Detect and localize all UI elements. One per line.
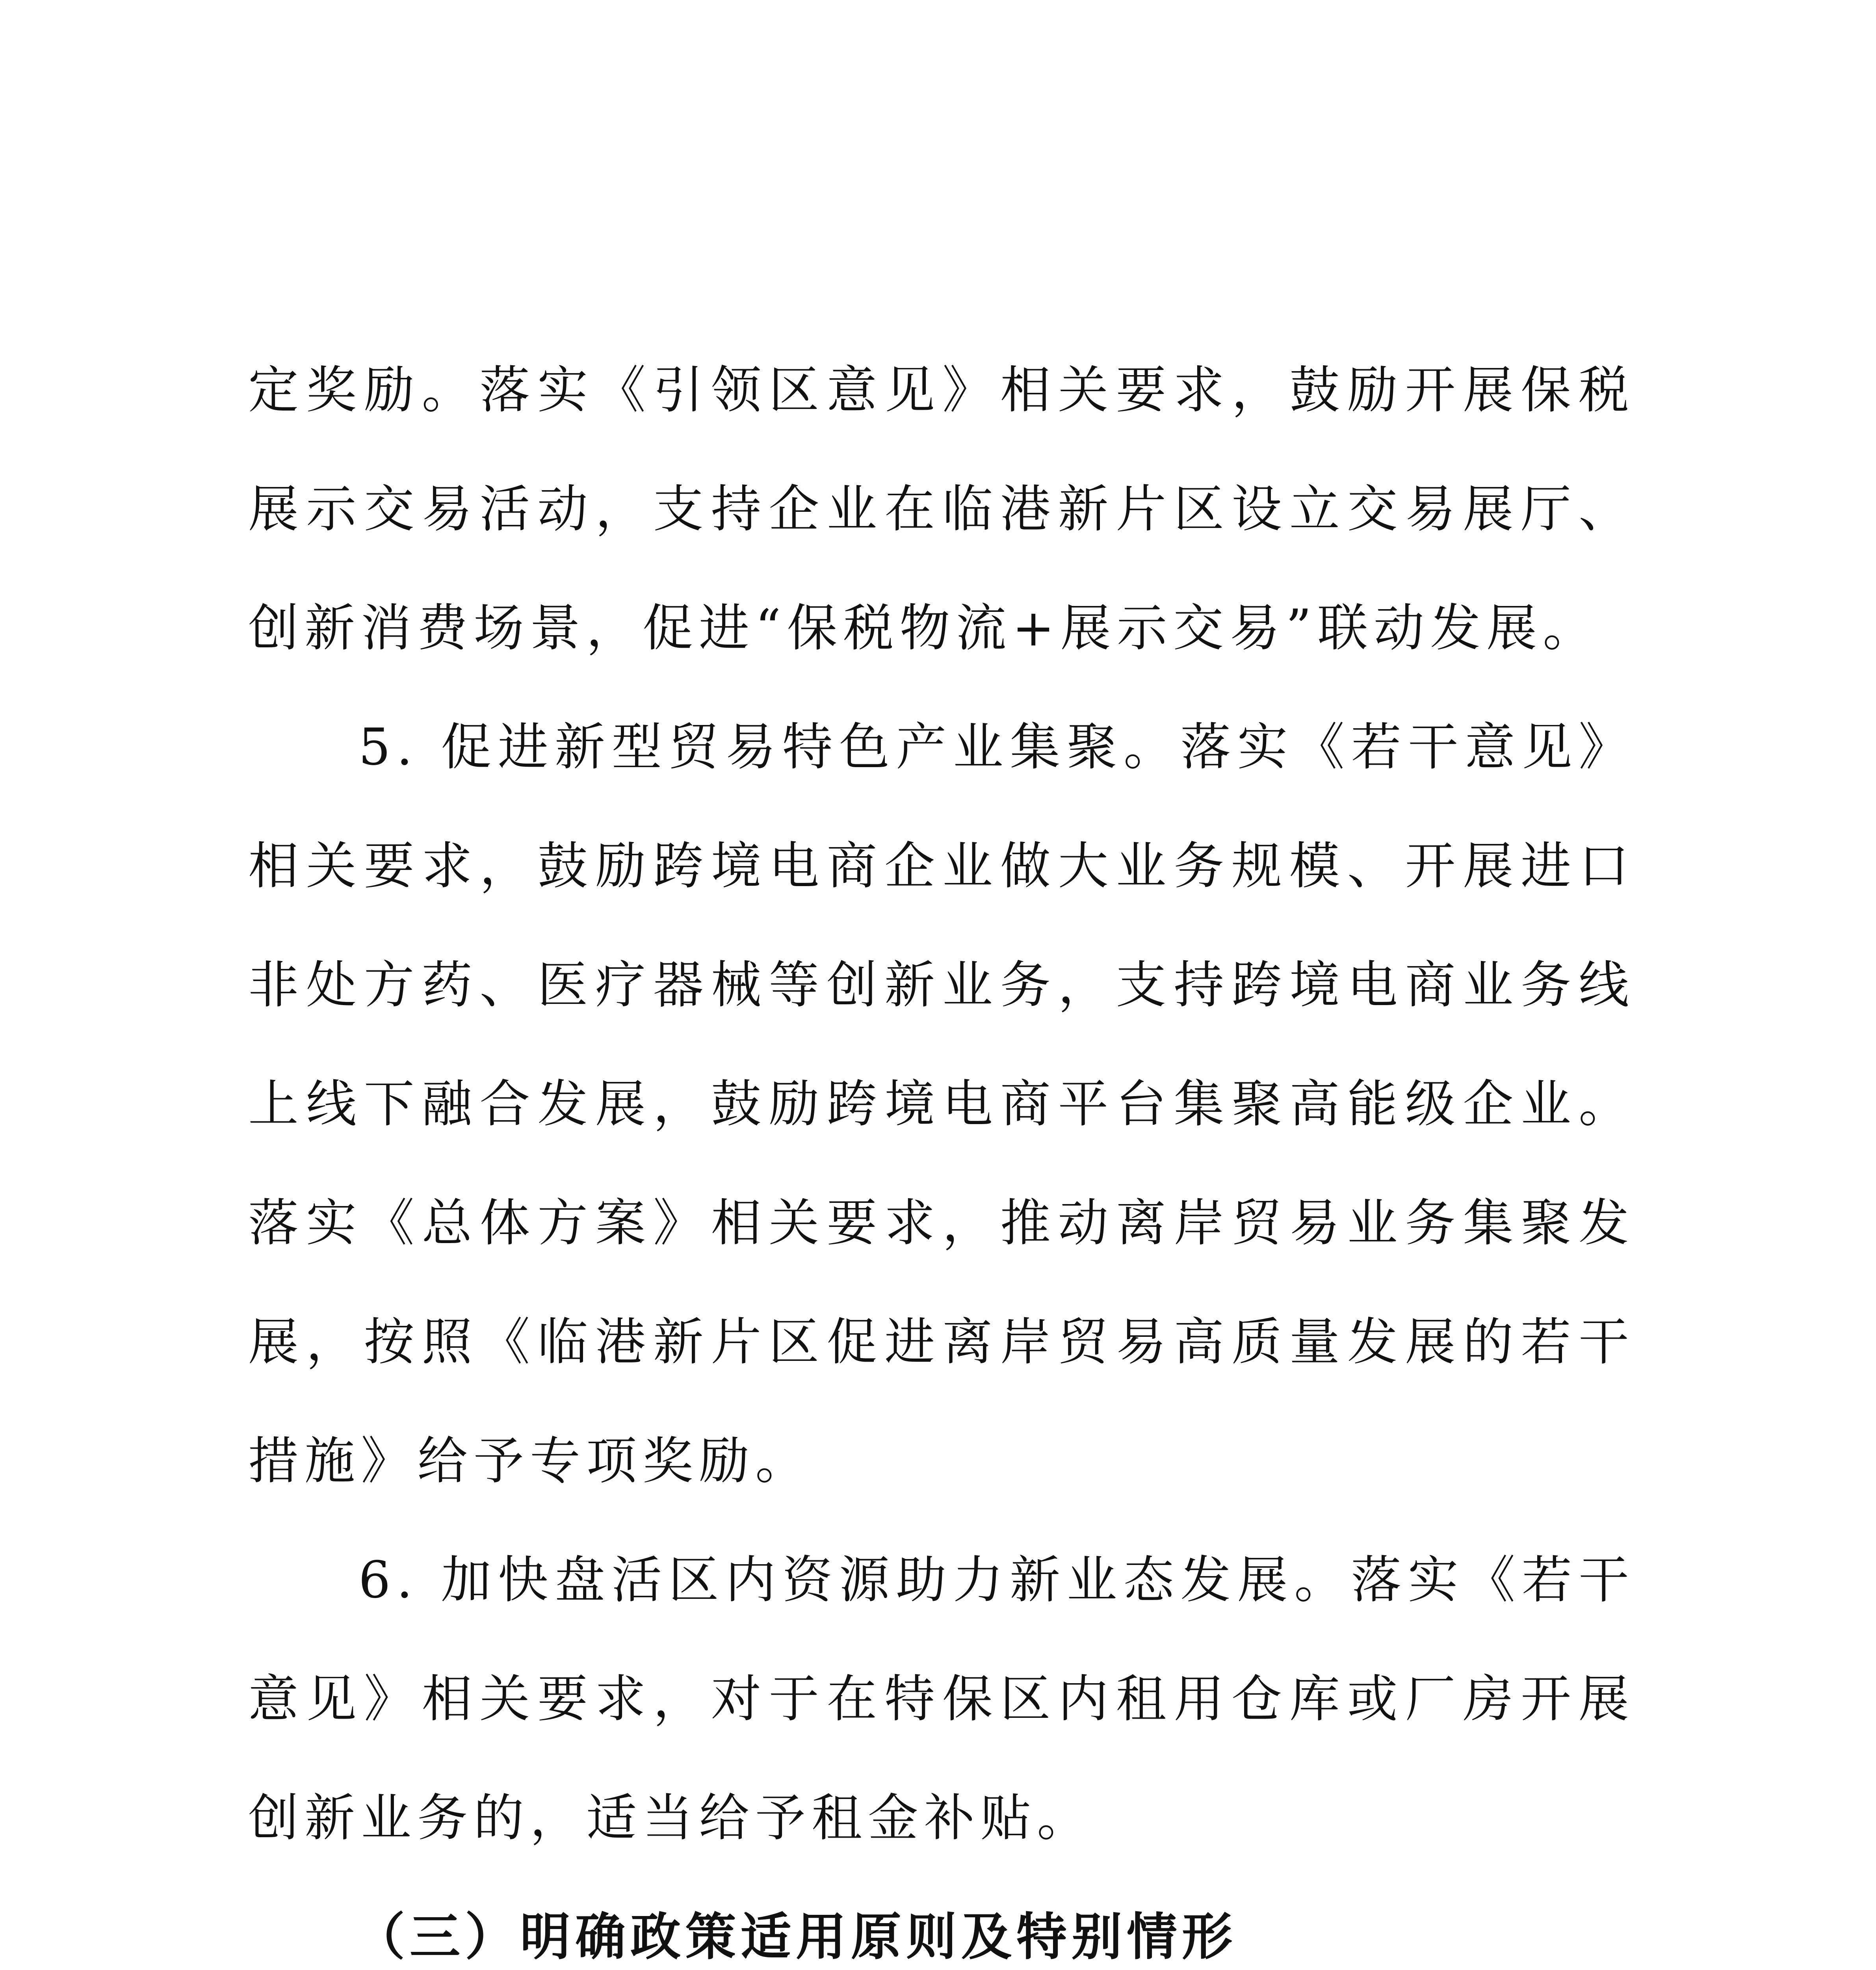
paragraph-continuation: 定奖励。落实《引领区意见》相关要求，鼓励开展保税展示交易活动，支持企业在临港新片区设立交易展厅、创新消费场景，促进“保税物流+展示交易”联动发展。 <box>248 361 1635 658</box>
section-heading-3: （三）明确政策适用原则及特别情形 <box>355 1908 1237 1966</box>
paragraph-item-6: 6. 加快盘活区内资源助力新业态发展。落实《若干意见》相关要求，对于在特保区内租用仓库或厂房开展创新业务的，适当给予租金补贴。 <box>248 1551 1635 1847</box>
document-body <box>248 331 1635 1970</box>
paragraph-item-5: 5. 促进新型贸易特色产业集聚。落实《若干意见》相关要求，鼓励跨境电商企业做大业务规模、开展进口非处方药、医疗器械等创新业务，支持跨境电商业务线上线下融合发展，鼓励跨境电商平台集聚高能级企业。落实《总体方案》相关要求，推动离岸贸易业务集聚发展，按照《临港新片区促进离岸贸易高质量发展的若干措施》给予专项奖励。 <box>248 718 1635 1491</box>
